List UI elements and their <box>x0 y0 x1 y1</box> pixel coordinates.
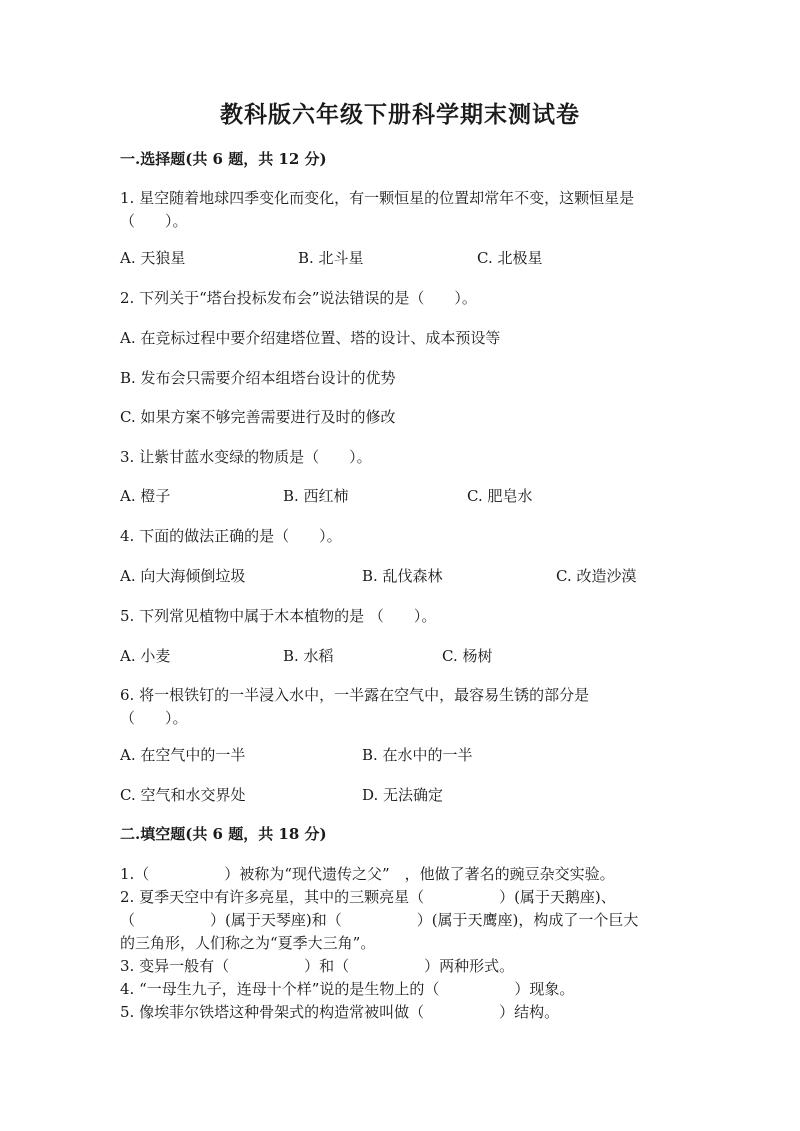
fill-line-4: 的三角形，人们称之为“夏季大三角”。 <box>120 934 376 952</box>
question-6-option-a: A. 在空气中的一半 <box>120 746 246 764</box>
question-6-stem-line-2: （ ）。 <box>120 709 188 727</box>
fill-line-3: （ ）(属于天琴座)和（ ）(属于天鹰座)，构成了一个巨大 <box>120 911 639 929</box>
fill-line-7: 5. 像埃菲尔铁塔这种骨架式的构造常被叫做（ ）结构。 <box>120 1003 560 1021</box>
question-6-stem-line-1: 6. 将一根铁钉的一半浸入水中，一半露在空气中，最容易生锈的部分是 <box>120 686 590 704</box>
question-1-option-a: A. 天狼星 <box>120 249 186 267</box>
fill-line-5: 3. 变异一般有（ ）和（ ）两种形式。 <box>120 957 515 975</box>
question-3-option-b: B. 西红柿 <box>283 487 349 505</box>
question-5-option-a: A. 小麦 <box>120 647 171 665</box>
question-6-option-c: C. 空气和水交界处 <box>120 786 246 804</box>
question-3-option-c: C. 肥皂水 <box>467 487 533 505</box>
question-1-option-b: B. 北斗星 <box>298 249 364 267</box>
exam-title: 教科版六年级下册科学期末测试卷 <box>220 101 580 128</box>
fill-line-6: 4. “一母生九子，连母十个样”说的是生物上的（ ）现象。 <box>120 980 575 998</box>
question-1-stem-line-1: 1. 星空随着地球四季变化而变化，有一颗恒星的位置却常年不变，这颗恒星是 <box>120 189 635 207</box>
fill-line-1: 1.（ ）被称为“现代遗传之父” ，他做了著名的豌豆杂交实验。 <box>120 865 615 883</box>
question-3-option-a: A. 橙子 <box>120 487 171 505</box>
question-2-option-a: A. 在竞标过程中要介绍建塔位置、塔的设计、成本预设等 <box>120 329 501 347</box>
question-1-stem-line-2: （ ）。 <box>120 212 188 230</box>
question-2-option-c: C. 如果方案不够完善需要进行及时的修改 <box>120 408 396 426</box>
question-5-option-c: C. 杨树 <box>442 647 493 665</box>
question-6-option-b: B. 在水中的一半 <box>362 746 473 764</box>
section-heading-fill-in: 二.填空题(共 6 题，共 18 分) <box>120 825 327 843</box>
question-4-option-a: A. 向大海倾倒垃圾 <box>120 567 246 585</box>
question-1-option-c: C. 北极星 <box>477 249 543 267</box>
question-2-option-b: B. 发布会只需要介绍本组塔台设计的优势 <box>120 369 396 387</box>
question-4-option-b: B. 乱伐森林 <box>362 567 443 585</box>
question-3-stem: 3. 让紫甘蓝水变绿的物质是（ ）。 <box>120 448 372 466</box>
question-4-stem: 4. 下面的做法正确的是（ ）。 <box>120 527 342 545</box>
question-5-stem: 5. 下列常见植物中属于木本植物的是 （ ）。 <box>120 607 437 625</box>
question-4-option-c: C. 改造沙漠 <box>556 567 637 585</box>
question-2-stem: 2. 下列关于“塔台投标发布会”说法错误的是（ ）。 <box>120 289 477 307</box>
section-heading-choice: 一.选择题(共 6 题，共 12 分) <box>120 150 327 168</box>
fill-line-2: 2. 夏季天空中有许多亮星，其中的三颗亮星（ ）(属于天鹅座)、 <box>120 888 616 906</box>
question-6-option-d: D. 无法确定 <box>362 786 444 804</box>
question-5-option-b: B. 水稻 <box>283 647 334 665</box>
